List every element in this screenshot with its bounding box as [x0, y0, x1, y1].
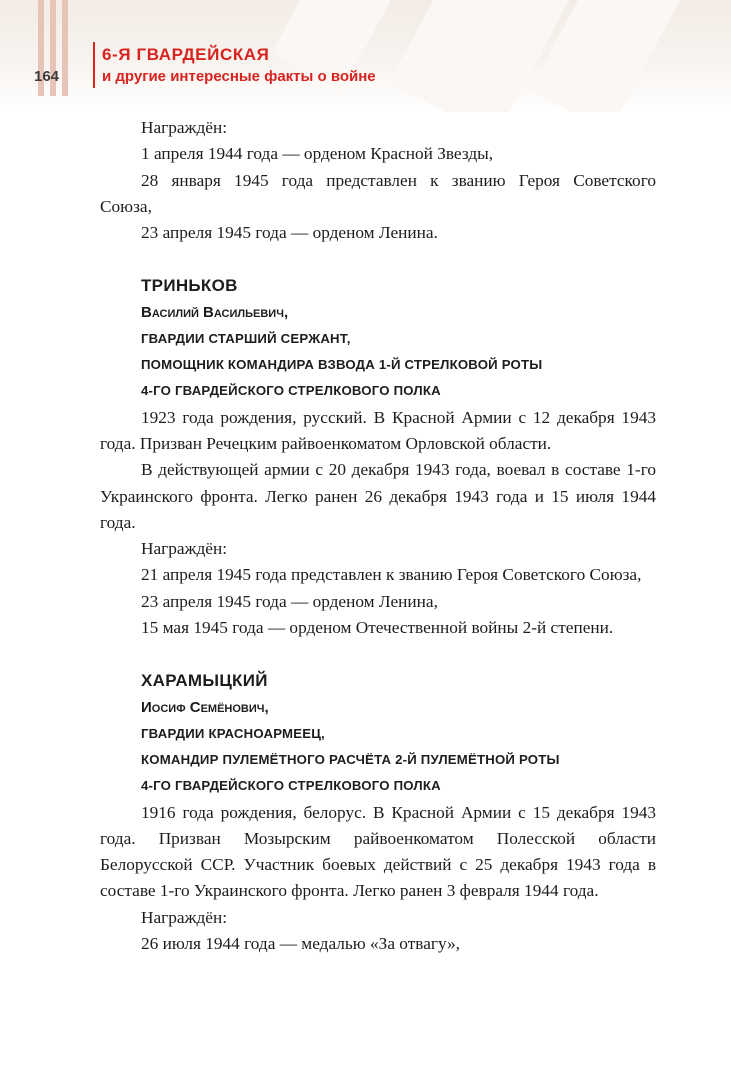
entry-rank: ГВАРДИИ КРАСНОАРМЕЕЦ, — [141, 725, 325, 741]
section-gap — [100, 246, 656, 273]
award-line: 15 мая 1945 года — орденом Отечественной войны 2-й степени. — [141, 618, 614, 638]
section-gap — [100, 641, 656, 668]
entry-bio-paragraph: В действующей армии с 20 декабря 1943 года, воевал в составе 1-го Украинского фронта. Легко ранен 26 декабря 1943 года и 15 июля 1944 года. — [100, 460, 656, 532]
awards-label: Награждён: — [141, 118, 228, 137]
entry-surname: ХАРАМЫЦКИЙ — [141, 671, 268, 691]
entry-surname: ТРИНЬКОВ — [141, 276, 238, 296]
award-line: 23 апреля 1945 года — орденом Ленина. — [141, 223, 438, 243]
page-content — [100, 115, 656, 957]
header-divider — [93, 42, 95, 88]
entry-position: 4-ГО ГВАРДЕЙСКОГО СТРЕЛКОВОГО ПОЛКА — [141, 383, 441, 399]
award-line: 23 апреля 1945 года — орденом Ленина, — [141, 591, 438, 611]
page-number: 164 — [34, 68, 60, 85]
header-stripe — [62, 0, 68, 96]
award-line-continuation: Союза, — [100, 196, 152, 216]
entry-given-names: Иосиф Семёнович, — [141, 698, 269, 716]
award-line: 26 июля 1944 года — медалью «За отвагу», — [141, 934, 460, 954]
award-line: 1 апреля 1944 года — орденом Красной Звезды, — [141, 144, 494, 164]
running-title: 6-Я ГВАРДЕЙСКАЯ — [102, 45, 270, 64]
entry-bio-paragraph: 1923 года рождения, русский. В Красной Армии с 12 декабря 1943 года. Призван Речецким райвоенкоматом Орловской области. — [100, 407, 656, 453]
award-line: 21 апреля 1945 года представлен к званию Героя Советского Союза, — [141, 565, 642, 585]
running-subtitle: и другие интересные факты о войне — [102, 68, 376, 85]
entry-position: 4-ГО ГВАРДЕЙСКОГО СТРЕЛКОВОГО ПОЛКА — [141, 778, 441, 794]
biography-entry — [100, 668, 656, 957]
awards-label: Награждён: — [141, 907, 228, 927]
entry-bio-paragraph: 1916 года рождения, белорус. В Красной Армии с 15 декабря 1943 года. Призван Мозырским райвоенкоматом Полесской области Белорусской ССР. Участник боевых действий с 25 декабря 1943 года в составе 1-го Украинского фронта. Легко ранен 3 февраля 1944 года. — [100, 802, 656, 901]
entry-rank: ГВАРДИИ СТАРШИЙ СЕРЖАНТ, — [141, 330, 351, 346]
biography-entry — [100, 273, 656, 641]
entry-given-names: Василий Васильевич, — [141, 303, 289, 321]
award-line: 28 января 1945 года представлен к званию Героя Советского — [141, 170, 656, 190]
awards-label: Награждён: — [141, 539, 228, 559]
entry-position: КОМАНДИР ПУЛЕМЁТНОГО РАСЧЁТА 2-Й ПУЛЕМЁТНОЙ РОТЫ — [141, 751, 560, 767]
entry-position: ПОМОЩНИК КОМАНДИРА ВЗВОДА 1-Й СТРЕЛКОВОЙ РОТЫ — [141, 357, 543, 373]
